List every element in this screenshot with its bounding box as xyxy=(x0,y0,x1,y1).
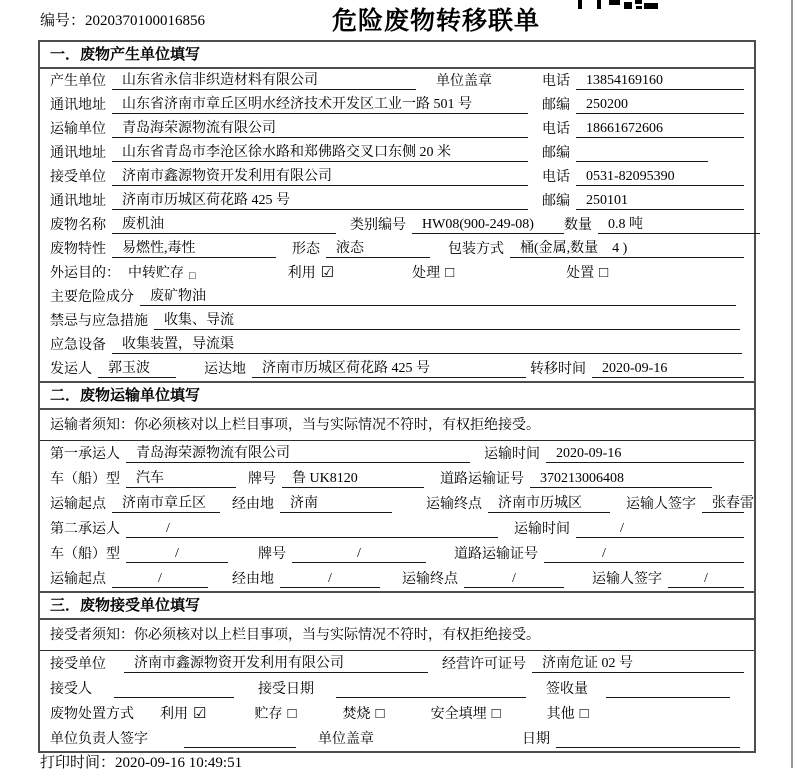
row-receiver-unit xyxy=(40,165,754,189)
row-producer-address xyxy=(40,93,754,117)
accept-person-value xyxy=(114,697,234,698)
via2-label: 经由地 xyxy=(232,572,274,587)
transporter-notice: 运输者须知：你必须核对以上栏目事项，当与实际情况不符时，有权拒绝接受。 xyxy=(40,410,754,441)
transport-address-value: 山东省青岛市李沧区徐水路和郑佛路交叉口东侧 20 米 xyxy=(112,141,528,162)
transport-phone-value: 18661672606 xyxy=(576,121,744,138)
transport-time-label: 运输时间 xyxy=(484,447,540,462)
producer-phone-value: 13854169160 xyxy=(576,73,744,90)
producer-phone-label: 电话 xyxy=(542,74,570,89)
row-accept-unit xyxy=(40,651,754,676)
date-label: 日期 xyxy=(522,732,550,747)
transfer-storage-label: 中转贮存 xyxy=(128,266,184,281)
waste-form-label: 形态 xyxy=(292,242,320,257)
receiver-phone-label: 电话 xyxy=(542,170,570,185)
accept-unit-value: 济南市鑫源物资开发利用有限公司 xyxy=(124,652,428,673)
first-carrier-label: 第一承运人 xyxy=(50,447,120,462)
carrier-signature-value: 张春雷 xyxy=(702,492,744,513)
row-route-2 xyxy=(40,566,754,591)
origin-label: 运输起点 xyxy=(50,497,106,512)
treat-label: 处理 xyxy=(412,266,441,281)
unit-seal2-label: 单位盖章 xyxy=(318,732,374,747)
row-transport-address xyxy=(40,141,754,165)
dispose-label: 处置 xyxy=(566,266,595,281)
disposal-other-label: 其他 xyxy=(546,707,575,722)
producer-address-label: 通讯地址 xyxy=(50,98,106,113)
row-first-carrier xyxy=(40,441,754,466)
page-edge-line xyxy=(791,0,793,768)
waste-quantity-label: 数量 xyxy=(564,218,592,233)
second-carrier-label: 第二承运人 xyxy=(50,522,120,537)
utilize-checkbox-icon: ☑ xyxy=(320,265,335,281)
license-number-value: 济南危证 02 号 xyxy=(532,652,744,673)
license-number-label: 经营许可证号 xyxy=(442,657,526,672)
terminus2-value: / xyxy=(464,571,564,588)
waste-category-label: 类别编号 xyxy=(350,218,406,233)
disposal-landfill-label: 安全填埋 xyxy=(430,707,487,722)
row-waste-name xyxy=(40,213,754,237)
destination-value: 济南市历城区荷花路 425 号 xyxy=(252,357,526,378)
producer-address-value: 山东省济南市章丘区明水经济技术开发区工业一路 501 号 xyxy=(112,93,528,114)
unit-seal-label: 单位盖章 xyxy=(436,74,492,89)
waste-quantity-value: 0.8 吨 xyxy=(598,213,760,234)
disposal-utilize-checkbox-icon: ☑ xyxy=(193,706,207,722)
vehicle-type2-value: / xyxy=(126,546,228,563)
print-time-value: 2020-09-16 10:49:51 xyxy=(115,755,243,771)
receiver-address-value: 济南市历城区荷花路 425 号 xyxy=(112,189,528,210)
road-permit-value: 370213006408 xyxy=(530,471,712,488)
via-value: 济南 xyxy=(280,492,392,513)
vehicle-type-value: 汽车 xyxy=(126,467,236,488)
receiver-unit-value: 济南市鑫源物资开发利用有限公司 xyxy=(112,165,528,186)
road-permit2-label: 道路运输证号 xyxy=(454,547,538,562)
consignor-value: 郭玉波 xyxy=(98,357,176,378)
carrier-signature2-value: / xyxy=(668,571,744,588)
row-responsible-signature xyxy=(40,726,754,751)
document-number-value: 2020370100016856 xyxy=(85,13,206,29)
transport-zip-value xyxy=(576,161,708,162)
via-label: 经由地 xyxy=(232,497,274,512)
emergency-measures-label: 禁忌与应急措施 xyxy=(50,314,148,329)
accept-date-value xyxy=(336,697,526,698)
section-transporter xyxy=(40,381,754,591)
plate-number2-value: / xyxy=(292,546,426,563)
road-permit2-value: / xyxy=(544,546,744,563)
qr-code-icon xyxy=(578,0,664,9)
row-emergency-measures xyxy=(40,309,754,333)
utilize-label: 利用 xyxy=(287,266,316,281)
destination-label: 运达地 xyxy=(204,362,246,377)
transport-address-label: 通讯地址 xyxy=(50,146,106,161)
treat-checkbox-icon: □ xyxy=(445,265,455,281)
producer-unit-value: 山东省永信非织造材料有限公司 xyxy=(112,69,416,90)
accept-date-label: 接受日期 xyxy=(258,682,314,697)
packing-method-label: 包装方式 xyxy=(448,242,504,257)
row-hazard-component xyxy=(40,285,754,309)
producer-unit-label: 产生单位 xyxy=(50,74,106,89)
plate-number2-label: 牌号 xyxy=(258,547,286,562)
dispose-checkbox-icon: □ xyxy=(599,265,609,281)
transfer-manifest-form xyxy=(38,40,756,753)
producer-zip-value: 250200 xyxy=(576,97,744,114)
receiver-zip-label: 邮编 xyxy=(542,194,570,209)
vehicle-type2-label: 车（船）型 xyxy=(50,547,120,562)
section-producer xyxy=(40,42,754,381)
terminus2-label: 运输终点 xyxy=(402,572,458,587)
row-vehicle-type-2 xyxy=(40,541,754,566)
print-time-label: 打印时间： xyxy=(40,755,116,771)
print-time xyxy=(40,751,242,772)
accept-unit-label: 接受单位 xyxy=(50,657,106,672)
row-second-carrier xyxy=(40,516,754,541)
row-vehicle-type-1 xyxy=(40,466,754,491)
disposal-store-checkbox-icon: □ xyxy=(287,706,297,722)
transport-unit-value: 青岛海荣源物流有限公司 xyxy=(112,117,528,138)
section-receiver-title: 三．废物接受单位填写 xyxy=(40,591,754,620)
emergency-equipment-value: 收集装置，导流渠 xyxy=(112,333,742,354)
responsible-signature-label: 单位负责人签字 xyxy=(50,732,148,747)
disposal-incinerate-checkbox-icon: □ xyxy=(375,706,385,722)
responsible-signature-value xyxy=(184,747,296,748)
row-consignor xyxy=(40,357,754,381)
signed-quantity-label: 签收量 xyxy=(546,682,588,697)
receiver-notice: 接受者须知：你必须核对以上栏目事项，当与实际情况不符时，有权拒绝接受。 xyxy=(40,620,754,651)
plate-number-value: 鲁 UK8120 xyxy=(282,467,424,488)
transport-zip-label: 邮编 xyxy=(542,146,570,161)
producer-zip-label: 邮编 xyxy=(542,98,570,113)
transport-phone-label: 电话 xyxy=(542,122,570,137)
disposal-landfill-checkbox-icon: □ xyxy=(491,706,501,722)
date-value xyxy=(556,747,740,748)
disposal-other-checkbox-icon: □ xyxy=(579,706,589,722)
origin-value: 济南市章丘区 xyxy=(112,492,220,513)
section-producer-title: 一．废物产生单位填写 xyxy=(40,42,754,69)
transfer-time-value: 2020-09-16 xyxy=(592,361,744,378)
receiver-zip-value: 250101 xyxy=(576,193,744,210)
transfer-time-label: 转移时间 xyxy=(530,362,586,377)
disposal-method-label: 废物处置方式 xyxy=(50,707,134,722)
hazard-component-label: 主要危险成分 xyxy=(50,290,134,305)
disposal-store-label: 贮存 xyxy=(254,707,283,722)
transport-time-value: 2020-09-16 xyxy=(546,446,744,463)
document-number-label: 编号： xyxy=(40,13,86,29)
row-producer-unit xyxy=(40,69,754,93)
waste-property-value: 易燃性,毒性 xyxy=(112,237,276,258)
signed-quantity-value xyxy=(606,697,730,698)
page-title: 危险废物转移联单 xyxy=(332,7,541,35)
transport-time2-value: / xyxy=(576,521,744,538)
emergency-equipment-label: 应急设备 xyxy=(50,338,106,353)
carrier-signature2-label: 运输人签字 xyxy=(592,572,662,587)
waste-category-value: HW08(900-249-08) xyxy=(412,217,564,234)
outbound-purpose-label: 外运目的： xyxy=(50,266,120,281)
row-route-1 xyxy=(40,491,754,516)
row-outbound-purpose xyxy=(40,261,754,285)
origin2-label: 运输起点 xyxy=(50,572,106,587)
road-permit-label: 道路运输证号 xyxy=(440,472,524,487)
emergency-measures-value: 收集、导流 xyxy=(154,309,740,330)
via2-value: / xyxy=(280,571,380,588)
vehicle-type-label: 车（船）型 xyxy=(50,472,120,487)
terminus-label: 运输终点 xyxy=(426,497,482,512)
first-carrier-value: 青岛海荣源物流有限公司 xyxy=(126,442,470,463)
packing-method-value: 桶(金属,数量 4 ) xyxy=(510,237,744,258)
section-receiver xyxy=(40,591,754,751)
waste-property-label: 废物特性 xyxy=(50,242,106,257)
receiver-address-label: 通讯地址 xyxy=(50,194,106,209)
row-receiver-address xyxy=(40,189,754,213)
document-number xyxy=(40,9,205,30)
accept-person-label: 接受人 xyxy=(50,682,92,697)
row-emergency-equipment xyxy=(40,333,754,357)
row-accept-person xyxy=(40,676,754,701)
receiver-phone-value: 0531-82095390 xyxy=(576,169,744,186)
hazard-component-value: 废矿物油 xyxy=(140,285,736,306)
waste-form-value: 液态 xyxy=(326,237,430,258)
waste-name-label: 废物名称 xyxy=(50,218,106,233)
consignor-label: 发运人 xyxy=(50,362,92,377)
terminus-value: 济南市历城区 xyxy=(488,492,610,513)
disposal-utilize-label: 利用 xyxy=(160,707,188,722)
origin2-value: / xyxy=(112,571,208,588)
section-transporter-title: 二．废物运输单位填写 xyxy=(40,381,754,410)
disposal-incinerate-label: 焚烧 xyxy=(342,707,371,722)
row-disposal-method xyxy=(40,701,754,726)
row-transport-unit xyxy=(40,117,754,141)
second-carrier-value: / xyxy=(126,521,498,538)
transport-time2-label: 运输时间 xyxy=(514,522,570,537)
row-waste-property xyxy=(40,237,754,261)
plate-number-label: 牌号 xyxy=(248,472,276,487)
transfer-storage-checkbox-icon: □ xyxy=(189,270,196,282)
carrier-signature-label: 运输人签字 xyxy=(626,497,696,512)
transport-unit-label: 运输单位 xyxy=(50,122,106,137)
waste-name-value: 废机油 xyxy=(112,213,336,234)
receiver-unit-label: 接受单位 xyxy=(50,170,106,185)
